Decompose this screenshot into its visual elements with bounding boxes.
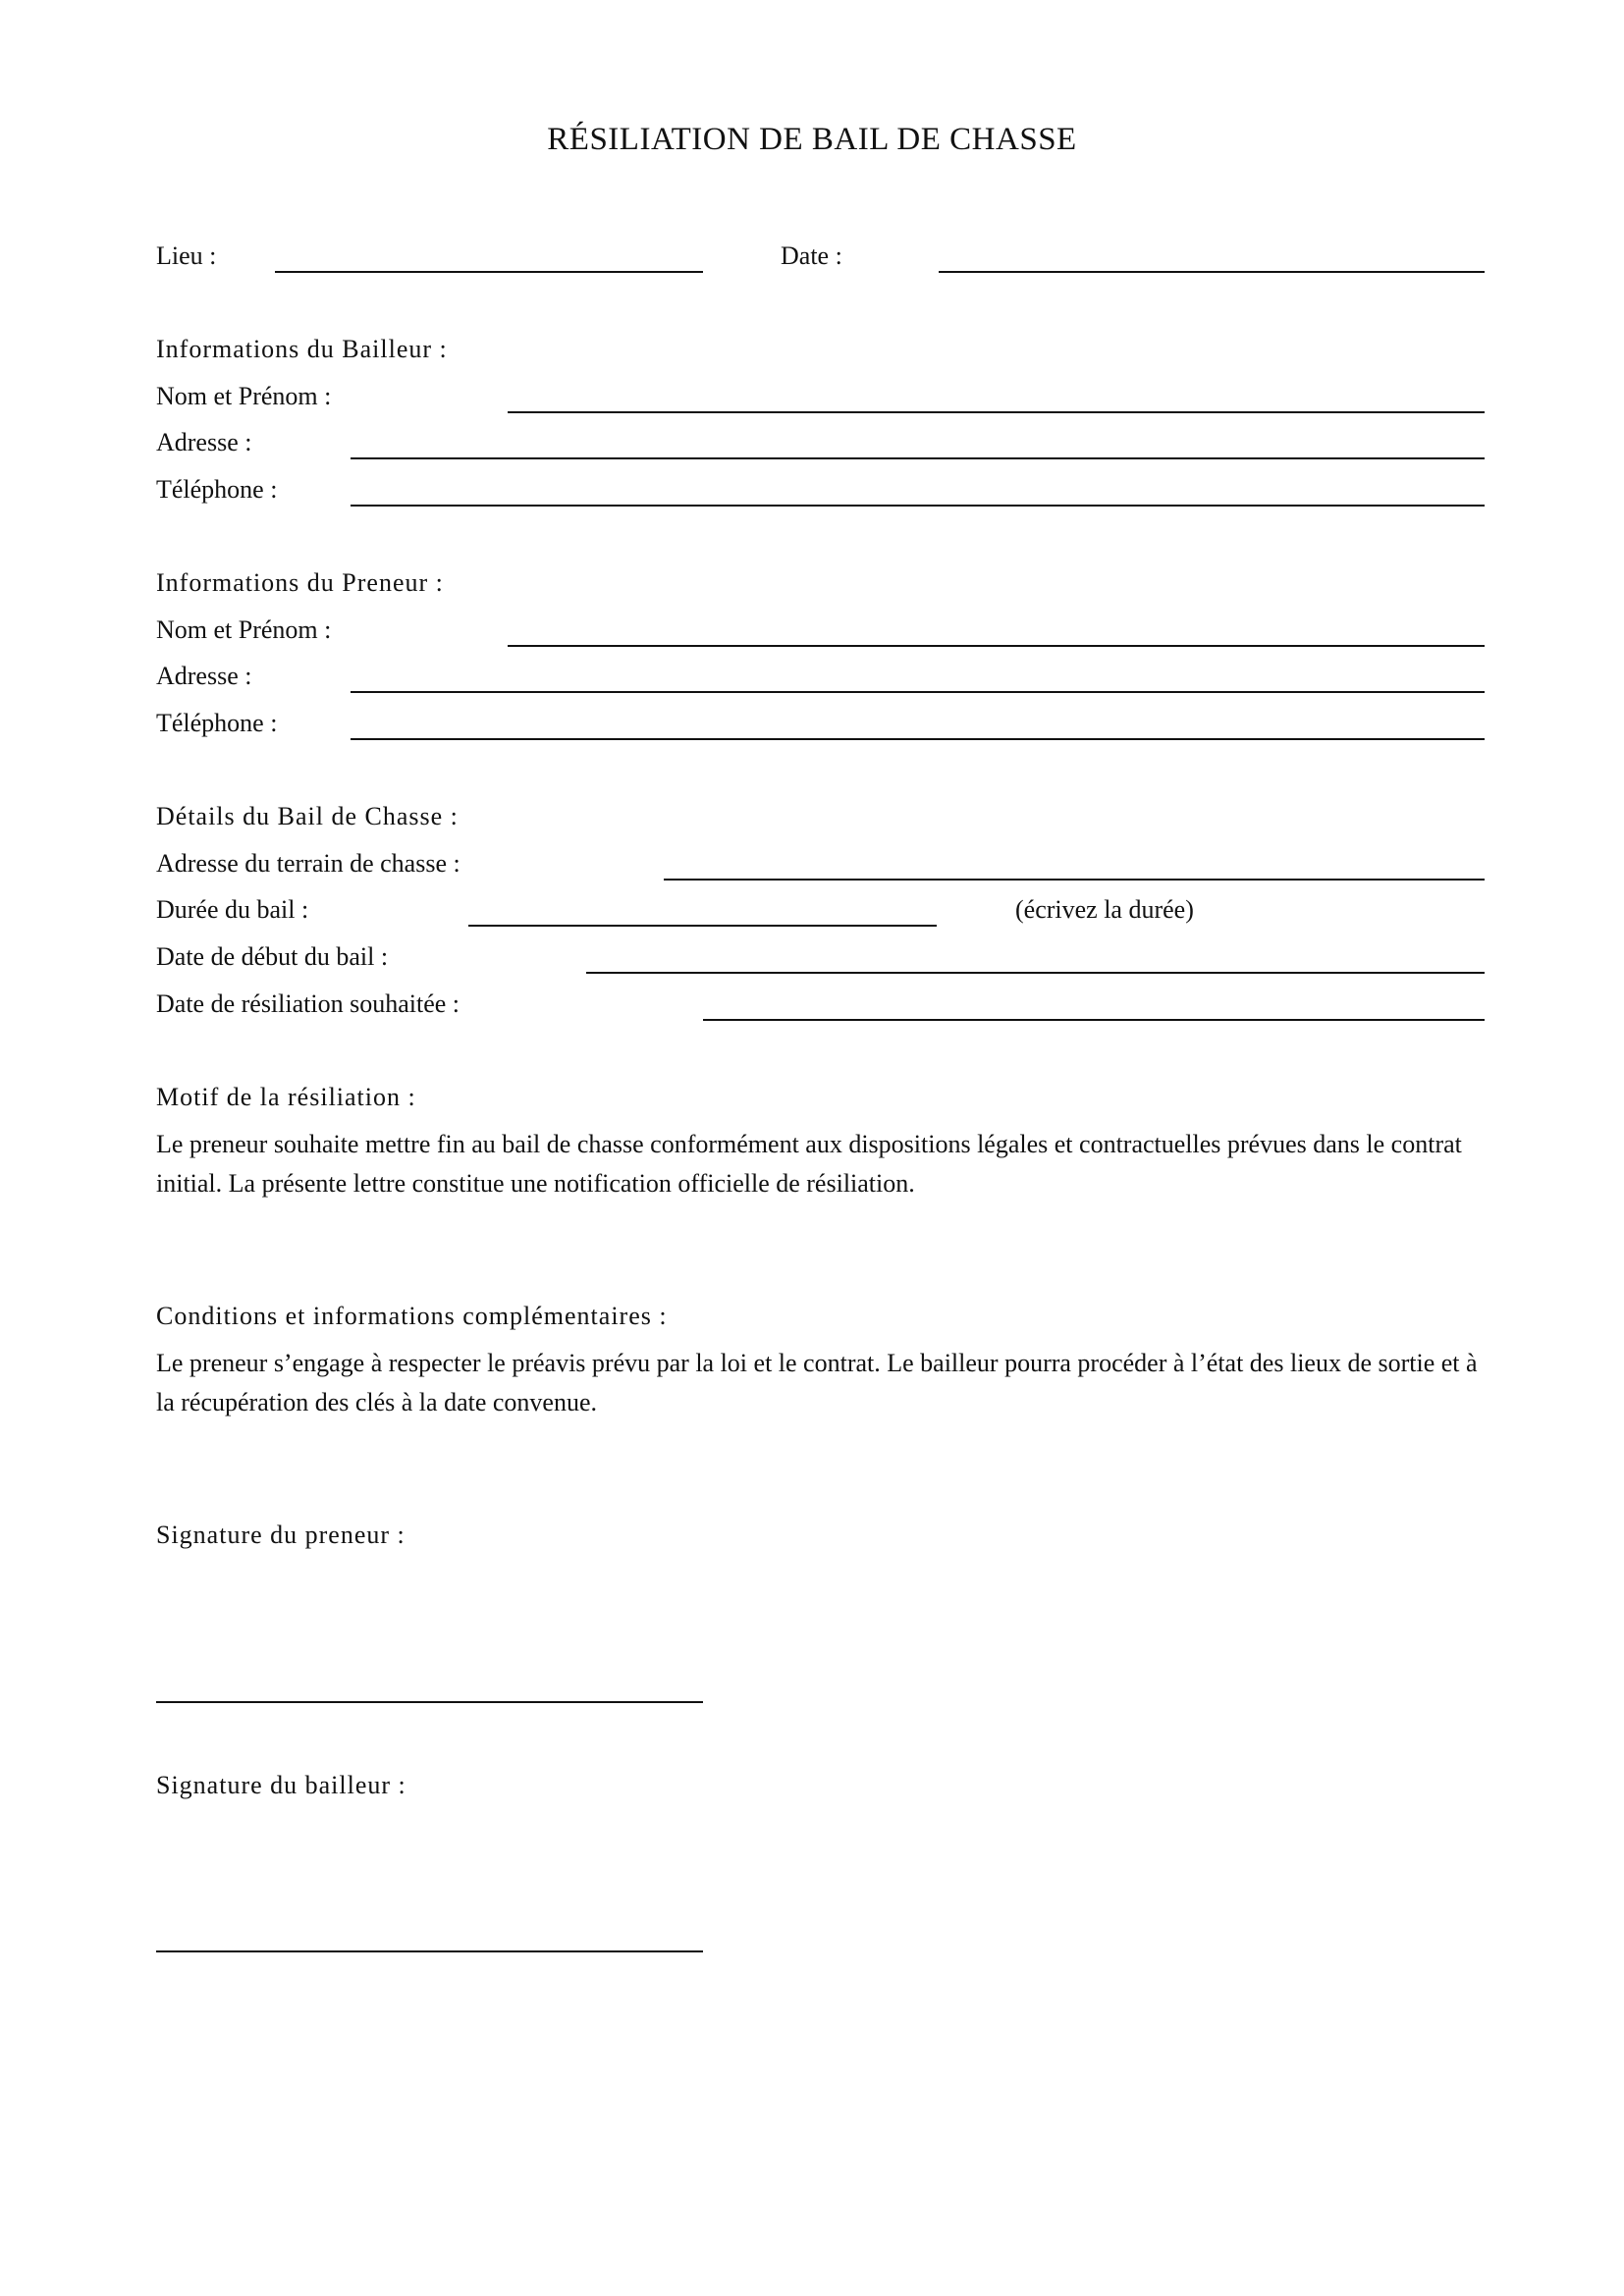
lease-start-date-field-line[interactable] [586,972,1485,974]
lessee-phone-label: Téléphone : [156,709,278,737]
lessee-section-heading: Informations du Preneur : [156,568,444,597]
termination-date-field-line[interactable] [703,1019,1485,1021]
lessor-phone-field-line[interactable] [351,505,1485,507]
lease-duration-field-line[interactable] [468,925,937,927]
lessee-address-label: Adresse : [156,662,252,690]
date-field-line[interactable] [939,271,1485,273]
lease-duration-label: Durée du bail : [156,895,309,924]
lessor-address-label: Adresse : [156,428,252,456]
place-label: Lieu : [156,241,217,270]
lease-duration-hint: (écrivez la durée) [1015,895,1194,924]
lessor-name-label: Nom et Prénom : [156,382,332,410]
lessee-name-label: Nom et Prénom : [156,615,332,644]
lessor-section-heading: Informations du Bailleur : [156,335,448,363]
lease-start-date-label: Date de début du bail : [156,942,389,971]
conditions-paragraph: Le preneur s’engage à respecter le préavis prévu par la loi et le contrat. Le bailleur pourra procéder à l’état des lieux de sortie et à la récupération des clés à la date convenue. [156,1349,1478,1416]
lessor-signature-line[interactable] [156,1950,703,1952]
lessee-signature-label: Signature du preneur : [156,1521,406,1549]
lessee-address-field-line[interactable] [351,691,1485,693]
lessee-name-field-line[interactable] [508,645,1485,647]
land-address-field-line[interactable] [664,879,1485,881]
document-title: RÉSILIATION DE BAIL DE CHASSE [547,122,1077,157]
conditions-section-heading: Conditions et informations complémentaires : [156,1302,668,1330]
land-address-label: Adresse du terrain de chasse : [156,849,460,878]
lessee-phone-field-line[interactable] [351,738,1485,740]
termination-date-label: Date de résiliation souhaitée : [156,989,460,1018]
lessor-name-field-line[interactable] [508,411,1485,413]
lessor-phone-label: Téléphone : [156,475,278,504]
reason-section-heading: Motif de la résiliation : [156,1083,416,1111]
lessee-signature-line[interactable] [156,1701,703,1703]
lessor-address-field-line[interactable] [351,457,1485,459]
reason-paragraph: Le preneur souhaite mettre fin au bail de chasse conformément aux dispositions légales et contractuelles prévues dans le contrat initial. La présente lettre constitue une notification officielle de résiliation. [156,1130,1462,1198]
place-field-line[interactable] [275,271,703,273]
date-label: Date : [781,241,842,270]
lessor-signature-label: Signature du bailleur : [156,1771,406,1799]
lease-section-heading: Détails du Bail de Chasse : [156,802,459,830]
